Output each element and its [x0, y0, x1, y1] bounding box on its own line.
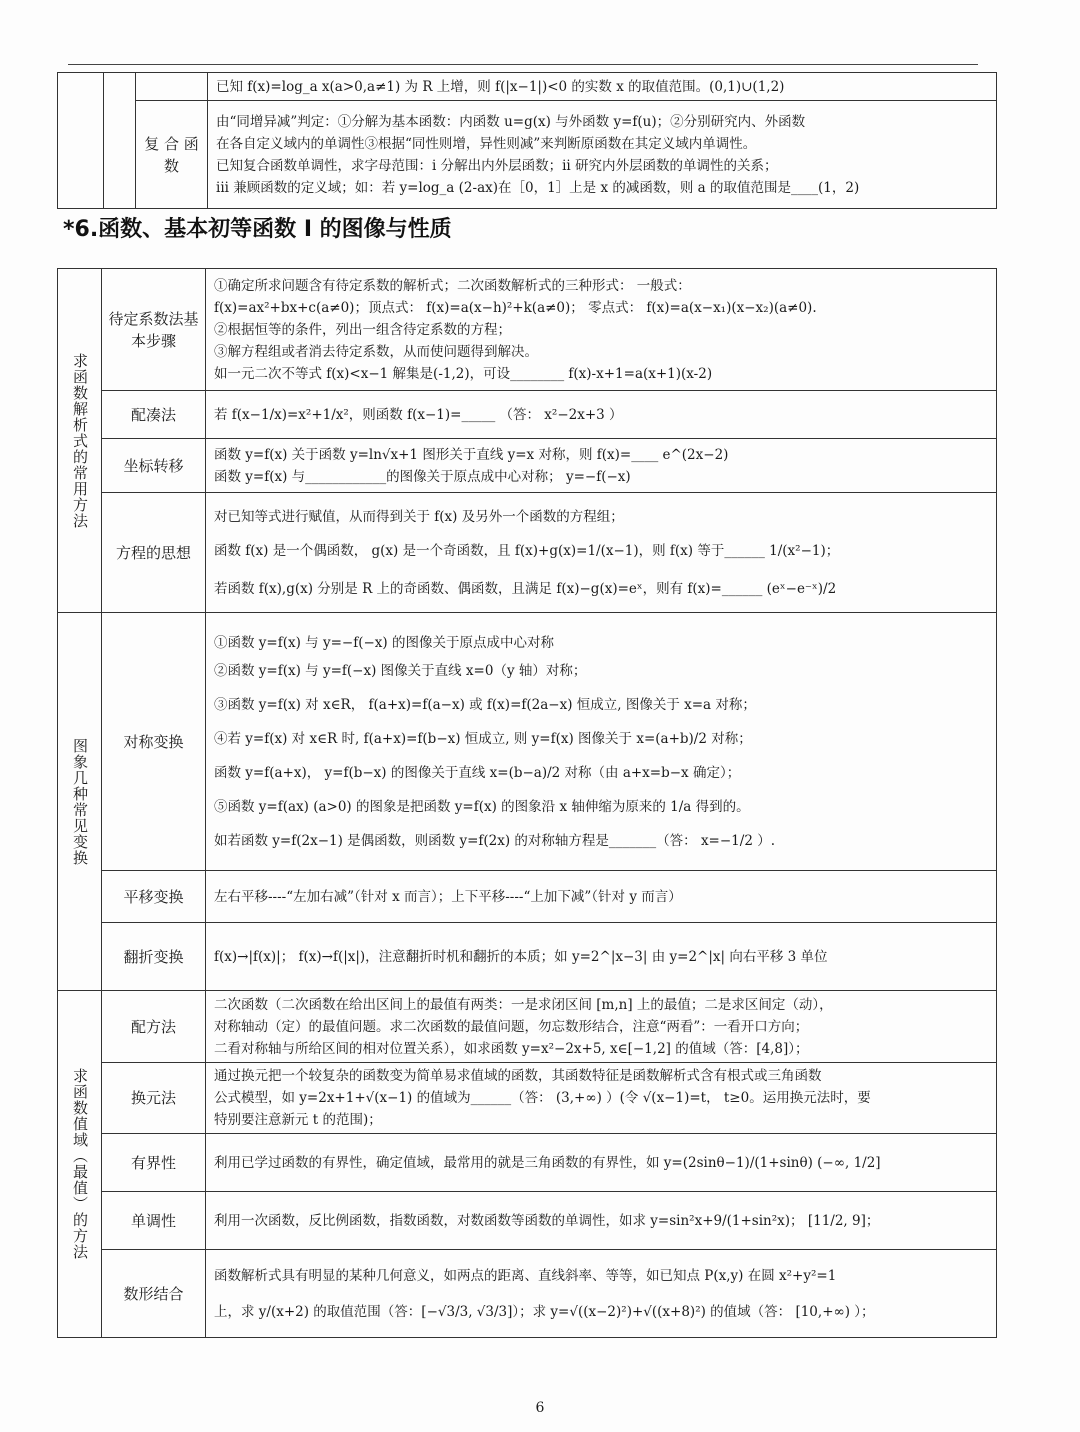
method-label-symmetry: 对称变换	[102, 613, 206, 871]
top-rule	[68, 64, 978, 65]
composite-line: 由“同增异减”判定：①分解为基本函数：内函数 u=g(x) 与外函数 y=f(u)；②分别研究内、外函数	[216, 113, 806, 130]
content-line: 对已知等式进行赋值，从而得到关于 f(x) 及另外一个函数的方程组；	[214, 508, 624, 525]
content-line: ④若 y=f(x) 对 x∈R 时, f(a+x)=f(b−x) 恒成立, 则 y=f(x) 图像关于 x=(a+b)/2 对称；	[214, 730, 752, 747]
method-content-coordinate-transfer	[206, 439, 997, 493]
content-line: 公式模型，如 y=2x+1+√(x−1) 的值域为______（答： (3,+∞) ）(令 √(x−1)=t， t≥0。运用换元法时，要	[214, 1090, 871, 1106]
method-content-substitution	[206, 391, 997, 439]
method-content-completing-square	[206, 991, 997, 1063]
method-content-reflection	[206, 923, 997, 991]
content-line: 函数 f(x) 是一个偶函数， g(x) 是一个奇函数，且 f(x)+g(x)=1/(x−1)，则 f(x) 等于______ 1/(x²−1)；	[214, 542, 840, 559]
content-line: ②函数 y=f(x) 与 y=f(−x) 图像关于直线 x=0（y 轴）对称；	[214, 662, 587, 679]
function-methods-table	[57, 268, 997, 1338]
page-number: 6	[535, 1400, 545, 1416]
content-line: ③函数 y=f(x) 对 x∈R， f(a+x)=f(a−x) 或 f(x)=f(2a−x) 恒成立, 图像关于 x=a 对称；	[214, 696, 756, 713]
content-line: 利用已学过函数的有界性，确定值域，最常用的就是三角函数的有界性，如 y=(2sinθ−1)/(1+sinθ) (−∞, 1/2]	[214, 1154, 881, 1171]
content-line: ②根据恒等的条件，列出一组含待定系数的方程；	[214, 321, 511, 338]
content-line: f(x)=ax²+bx+c(a≠0)；顶点式： f(x)=a(x−h)²+k(a≠0)； 零点式： f(x)=a(x−x₁)(x−x₂)(a≠0).	[214, 299, 817, 316]
method-content-monotonicity	[206, 1192, 997, 1250]
content-line: 若 f(x−1/x)=x²+1/x²，则函数 f(x−1)=_____ （答： x²−2x+3 ）	[214, 406, 623, 423]
content-line: 函数解析式具有明显的某种几何意义，如两点的距离、直线斜率、等等，如已知点 P(x,y) 在圆 x²+y²=1	[214, 1267, 837, 1284]
content-line: 特别要注意新元 t 的范围)；	[214, 1112, 382, 1128]
group-label-cell	[58, 269, 102, 613]
method-label-number-shape: 数形结合	[102, 1250, 206, 1338]
method-content-equation-idea	[206, 493, 997, 613]
composite-function-table	[57, 72, 997, 209]
content-line: ③解方程组或者消去待定系数，从而使问题得到解决。	[214, 343, 538, 360]
method-label-substitution: 配凑法	[102, 391, 206, 439]
composite-function-label: 复 合 函数	[136, 101, 208, 209]
log-example: 已知 f(x)=log_a x(a>0,a≠1) 为 R 上增，则 f(|x−1|)<0 的实数 x 的取值范围。(0,1)∪(1,2)	[208, 73, 997, 101]
method-content-translation	[206, 871, 997, 923]
method-label-reflection: 翻折变换	[102, 923, 206, 991]
content-line: 如一元二次不等式 f(x)<x−1 解集是(-1,2)，可设________ f(x)-x+1=a(x+1)(x-2)	[214, 365, 713, 382]
composite-line: 已知复合函数单调性，求字母范围：i 分解出内外层函数；ii 研究内外层函数的单调性的关系；	[216, 157, 778, 174]
content-line: 通过换元把一个较复杂的函数变为简单易求值域的函数，其函数特征是函数解析式含有根式或三角函数	[214, 1068, 822, 1084]
group-label-analytic-expression: 求函数解析式的常用方法	[71, 352, 89, 529]
method-content-undetermined-coefficients	[206, 269, 997, 391]
method-label-undetermined-coefficients: 待定系数法基本步骤	[102, 269, 206, 391]
method-label-boundedness: 有界性	[102, 1134, 206, 1192]
content-line: 函数 y=f(x) 关于函数 y=ln√x+1 图形关于直线 y=x 对称，则 f(x)=____ e^(2x−2)	[214, 446, 729, 463]
group-label-range-methods: 求函数值域（最值）的方法	[71, 1068, 89, 1260]
method-label-completing-square: 配方法	[102, 991, 206, 1063]
group-label-cell	[58, 613, 102, 991]
method-content-number-shape	[206, 1250, 997, 1338]
method-content-variable-change	[206, 1063, 997, 1134]
method-label-variable-change: 换元法	[102, 1063, 206, 1134]
method-label-equation-idea: 方程的思想	[102, 493, 206, 613]
content-line: 二次函数（二次函数在给出区间上的最值有两类：一是求闭区间 [m,n] 上的最值；二是求区间定（动），	[214, 996, 833, 1013]
content-line: 函数 y=f(x) 与____________的图像关于原点成中心对称； y=−f(−x)	[214, 468, 631, 485]
continued-cell-a	[58, 73, 104, 209]
method-label-translation: 平移变换	[102, 871, 206, 923]
method-content-boundedness	[206, 1134, 997, 1192]
continued-cell-b	[104, 73, 136, 209]
method-label-monotonicity: 单调性	[102, 1192, 206, 1250]
composite-function-content	[208, 101, 997, 209]
content-line: 函数 y=f(a+x)， y=f(b−x) 的图像关于直线 x=(b−a)/2 对称（由 a+x=b−x 确定）；	[214, 764, 741, 781]
content-line: 若函数 f(x),g(x) 分别是 R 上的奇函数、偶函数，且满足 f(x)−g(x)=eˣ，则有 f(x)=______ (eˣ−e⁻ˣ)/2	[214, 580, 837, 597]
group-label-graph-transforms: 图象几种常见变换	[71, 737, 89, 866]
content-line: ①函数 y=f(x) 与 y=−f(−x) 的图像关于原点成中心对称	[214, 634, 554, 651]
method-content-symmetry	[206, 613, 997, 871]
content-line: 上，求 y/(x+2) 的取值范围（答：[−√3/3, √3/3]）；求 y=√((x−2)²)+√((x+8)²) 的值域（答： [10,+∞) ）；	[214, 1303, 875, 1320]
content-line: f(x)→|f(x)|； f(x)→f(|x|)，注意翻折时机和翻折的本质；如 y=2^|x−3| 由 y=2^|x| 向右平移 3 单位	[214, 948, 828, 965]
content-line: ①确定所求问题含有待定系数的解析式；二次函数解析式的三种形式： 一般式：	[214, 277, 691, 294]
method-label-coordinate-transfer: 坐标转移	[102, 439, 206, 493]
content-line: ⑤函数 y=f(ax) (a>0) 的图象是把函数 y=f(x) 的图象沿 x 轴伸缩为原来的 1/a 得到的。	[214, 798, 750, 815]
empty-label-cell	[136, 73, 208, 101]
content-line: 利用一次函数，反比例函数，指数函数，对数函数等函数的单调性，如求 y=sin²x+9/(1+sin²x)； [11/2, 9]；	[214, 1212, 880, 1229]
section-heading: *6.函数、基本初等函数 I 的图像与性质	[63, 217, 452, 242]
content-line: 对称轴动（定）的最值问题。求二次函数的最值问题，勿忘数形结合，注意“两看”：一看开口方向；	[214, 1018, 809, 1035]
composite-line: iii 兼顾函数的定义域；如：若 y=log_a (2-ax)在［0，1］上是 x 的减函数，则 a 的取值范围是____(1，2)	[216, 179, 860, 196]
group-label-cell	[58, 991, 102, 1338]
content-line: 如若函数 y=f(2x−1) 是偶函数，则函数 y=f(2x) 的对称轴方程是_______（答： x=−1/2 ）.	[214, 832, 775, 849]
composite-line: 在各自定义域内的单调性③根据“同性则增，异性则减”来判断原函数在其定义域内单调性。	[216, 135, 757, 152]
content-line: 左右平移----“左加右减”（针对 x 而言）；上下平移----“上加下减”（针对 y 而言）	[214, 888, 682, 905]
content-line: 二看对称轴与所给区间的相对位置关系），如求函数 y=x²−2x+5, x∈[−1,2] 的值域（答：[4,8]）；	[214, 1040, 809, 1057]
